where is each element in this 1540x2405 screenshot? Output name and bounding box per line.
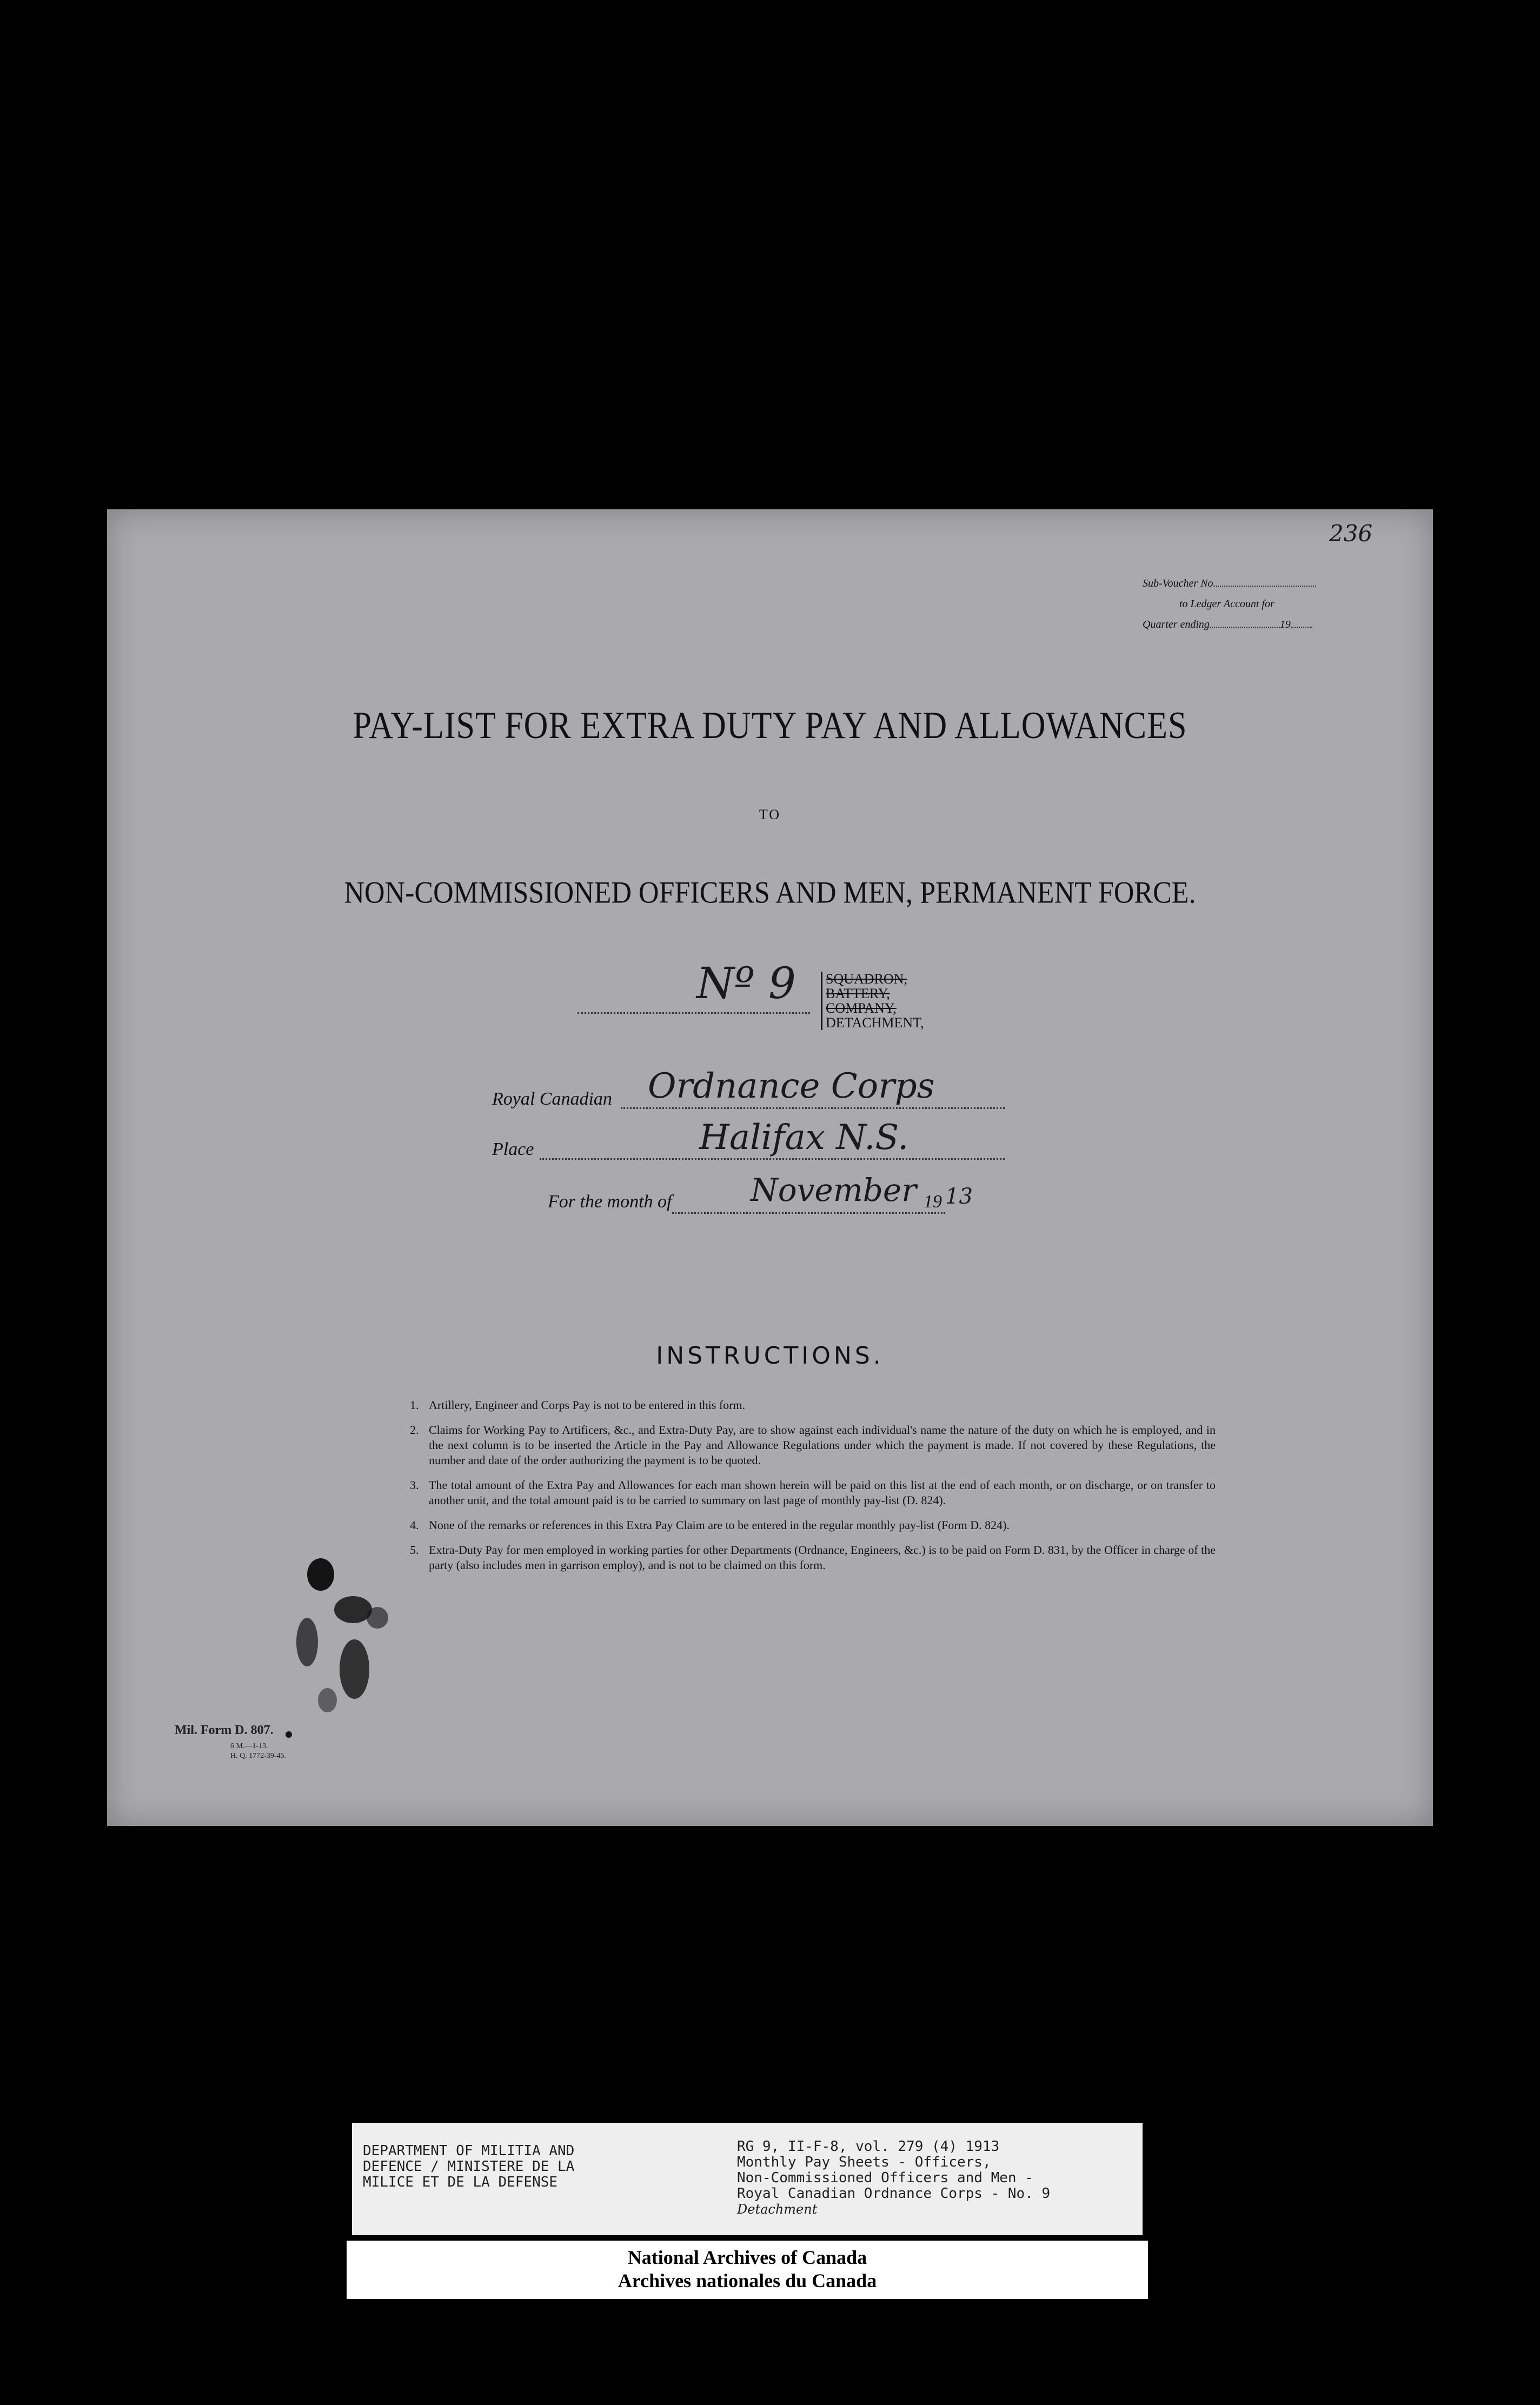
instruction-item: 1. Artillery, Engineer and Corps Pay is not to be entered in this form. [410, 1398, 746, 1412]
month-line [672, 1210, 945, 1214]
form-title-to: TO [759, 807, 781, 822]
archive-reference-card [352, 2123, 1143, 2235]
unit-type-company: COMPANY, [826, 1000, 897, 1016]
year-printed: 19 [924, 1192, 942, 1212]
instructions-heading: INSTRUCTIONS. [656, 1342, 884, 1370]
sub-voucher-block [1143, 573, 1316, 635]
page-number-annotation: 236 [1329, 520, 1373, 547]
archive-banner-french: Archives nationales du Canada [618, 2270, 877, 2291]
archive-banner [347, 2241, 1148, 2299]
quarter-year-prefix: 19 [1279, 619, 1291, 630]
unit-type-battery: BATTERY, [826, 986, 890, 1001]
unit-number-field [578, 958, 810, 1014]
month-value-handwritten: November [751, 1172, 917, 1208]
quarter-ending-label: Quarter ending [1143, 619, 1210, 630]
pay-list-form-sheet [107, 509, 1433, 1826]
unit-type-list [821, 972, 924, 1030]
archive-line-4: Royal Canadian Ordnance Corps - No. 9 [737, 2185, 1051, 2202]
form-title: PAY-LIST FOR EXTRA DUTY PAY AND ALLOWANCES [353, 704, 1187, 747]
instructions-list [410, 1398, 1216, 1583]
ink-stain [286, 1547, 426, 1775]
unit-type-detachment: DETACHMENT, [826, 1015, 924, 1031]
corps-label: Royal Canadian [492, 1089, 612, 1109]
archive-line-1: RG 9, II-F-8, vol. 279 (4) 1913 [737, 2138, 1000, 2155]
archive-line-2: Monthly Pay Sheets - Officers, [737, 2154, 991, 2170]
archive-banner-english: National Archives of Canada [627, 2247, 867, 2268]
unit-type-squadron: SQUADRON, [826, 971, 907, 987]
form-subtitle: NON-COMMISSIONED OFFICERS AND MEN, PERMANENT FORCE. [344, 876, 1196, 910]
ledger-account-label: to Ledger Account for [1179, 598, 1275, 610]
year-handwritten: 13 [945, 1184, 973, 1209]
instruction-item: 4. None of the remarks or references in this Extra Pay Claim are to be entered in the regular monthly pay-list (Form D. 824). [410, 1518, 1010, 1532]
archive-line-5: Detachment [737, 2202, 818, 2217]
archive-description [737, 2139, 1137, 2217]
place-label: Place [492, 1139, 534, 1159]
sub-voucher-label: Sub-Voucher No. [1143, 577, 1216, 589]
place-value-handwritten: Halifax N.S. [699, 1118, 909, 1158]
form-reference: Mil. Form D. 807. [175, 1723, 274, 1737]
instruction-item: 3. The total amount of the Extra Pay and Allowances for each man shown herein will be paid on this list at the end of each month, or on discharge, or on transfer to another unit, and the total amount paid is to be carried to summary on last page of monthly pay-list (D. 824). [410, 1478, 1216, 1507]
month-label: For the month of [548, 1192, 672, 1212]
unit-number-handwritten: Nº 9 [696, 958, 796, 1008]
corps-value-handwritten: Ordnance Corps [648, 1066, 935, 1106]
archive-department: DEPARTMENT OF MILITIA AND DEFENCE / MINISTERE DE LA MILICE ET DE LA DEFENSE [363, 2143, 575, 2190]
form-reference-sub: 6 M.—1-13. H. Q. 1772-39-45. [230, 1742, 287, 1760]
instruction-item: 2. Claims for Working Pay to Artificers, &c., and Extra-Duty Pay, are to show against each individual's name the nature of the duty on which he is employed, and in the next column is to be inserted the Article in the Pay and Allowance Regulations under which the payment is made. If not covered by these Regulations, the number and date of the order authorizing the payment is to be quoted. [410, 1423, 1216, 1467]
instruction-item: 5. Extra-Duty Pay for men employed in working parties for other Departments (Ordnance, Engineers, &c.) is to be paid on Form D. 831, by the Officer in charge of the party (also includes men in garrison employ), and is not to be claimed on this form. [410, 1543, 1216, 1572]
archive-line-3: Non-Commissioned Officers and Men - [737, 2170, 1033, 2186]
